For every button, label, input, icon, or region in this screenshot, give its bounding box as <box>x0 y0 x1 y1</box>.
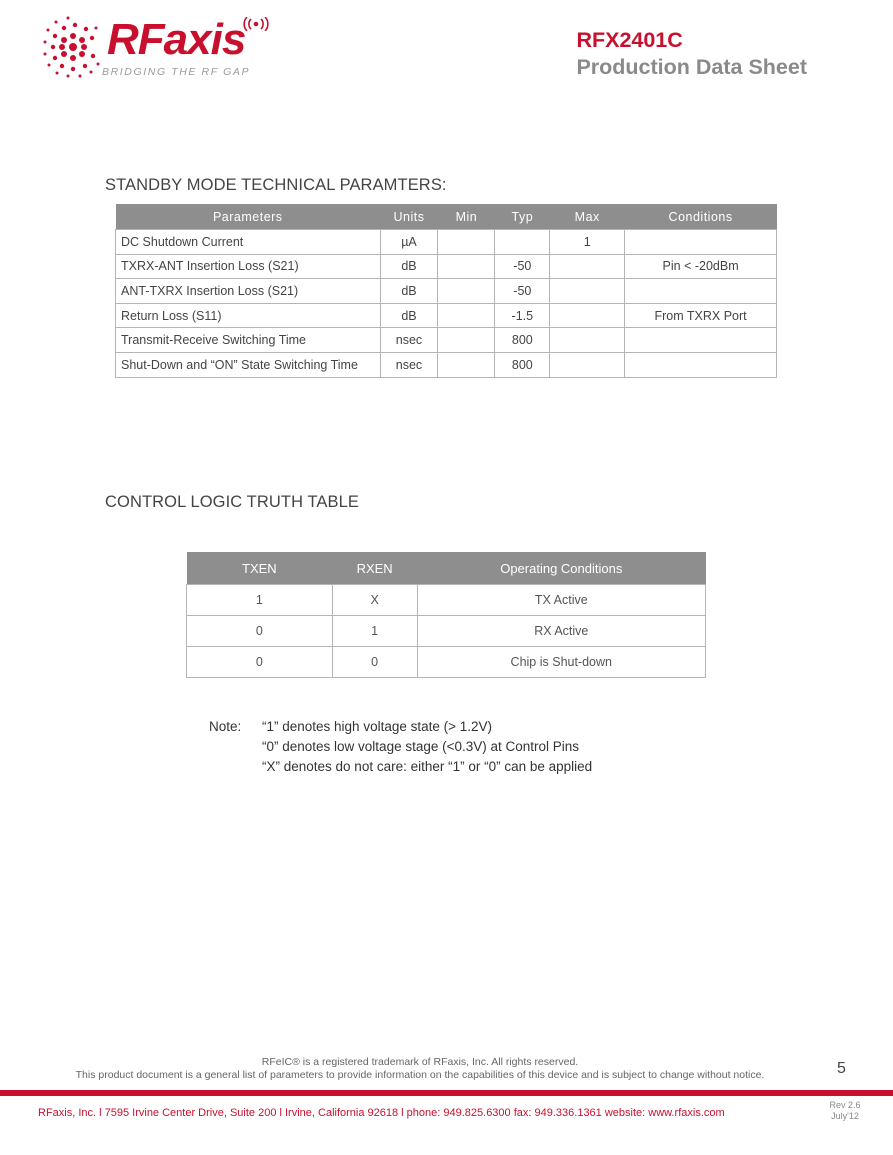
column-header: RXEN <box>332 552 417 585</box>
table-row <box>187 585 706 616</box>
table-cell: dB <box>380 303 438 328</box>
standby-parameters-table <box>115 204 777 378</box>
table-cell <box>438 303 495 328</box>
table-cell <box>550 254 625 279</box>
standby-heading: STANDBY MODE TECHNICAL PARAMTERS: <box>105 176 447 194</box>
column-header: TXEN <box>187 552 333 585</box>
column-header: Min <box>438 204 495 230</box>
table-row <box>187 616 706 647</box>
table-cell: dB <box>380 254 438 279</box>
rfaxis-logo <box>40 14 302 80</box>
table-cell: TX Active <box>417 585 705 616</box>
table-cell <box>625 279 777 304</box>
table-cell: -1.5 <box>495 303 550 328</box>
signal-waves-icon <box>243 17 269 31</box>
table-cell: Transmit-Receive Switching Time <box>116 328 381 353</box>
page-number: 5 <box>837 1060 846 1077</box>
table-cell: 800 <box>495 328 550 353</box>
table-cell: 1 <box>187 585 333 616</box>
document-title <box>576 27 807 81</box>
table-cell <box>550 352 625 377</box>
trademark-notice: RFeIC® is a registered trademark of RFaxis, Inc. All rights reserved. <box>261 1056 579 1068</box>
column-header: Typ <box>495 204 550 230</box>
table-cell: 1 <box>550 230 625 255</box>
table-cell: µA <box>380 230 438 255</box>
table-cell: ANT-TXRX Insertion Loss (S21) <box>116 279 381 304</box>
revision-info <box>820 1100 870 1122</box>
part-number: RFX2401C <box>576 28 683 52</box>
table-row <box>116 352 777 377</box>
table-cell: Shut-Down and “ON” State Switching Time <box>116 352 381 377</box>
note-line: “1” denotes high voltage state (> 1.2V) <box>262 719 493 734</box>
table-cell <box>495 230 550 255</box>
table-cell: 1 <box>332 616 417 647</box>
revision: Rev 2.6 <box>829 1100 861 1110</box>
column-header: Units <box>380 204 438 230</box>
table-cell <box>550 328 625 353</box>
table-cell: Chip is Shut-down <box>417 647 705 678</box>
footer-address: RFaxis, Inc. l 7595 Irvine Center Drive, Suite 200 l Irvine, California 92618 l phone: 949.825.6300 fax: 949.336.1361 website: www.rfaxis.com <box>38 1107 725 1119</box>
column-header: Parameters <box>116 204 381 230</box>
table-row <box>187 647 706 678</box>
table-cell: From TXRX Port <box>625 303 777 328</box>
table-cell <box>438 254 495 279</box>
table-cell: DC Shutdown Current <box>116 230 381 255</box>
table-cell <box>438 230 495 255</box>
table-row <box>116 254 777 279</box>
table-cell: 0 <box>187 647 333 678</box>
column-header: Conditions <box>625 204 777 230</box>
table-row <box>116 328 777 353</box>
table-cell <box>438 328 495 353</box>
table-cell: 0 <box>332 647 417 678</box>
table-row <box>116 279 777 304</box>
table-cell: 800 <box>495 352 550 377</box>
table-row <box>116 303 777 328</box>
table-cell: dB <box>380 279 438 304</box>
logo-dot-sphere-icon <box>40 14 106 80</box>
note-label: Note: <box>209 719 242 734</box>
logo-tagline: BRIDGING THE RF GAP <box>102 66 251 78</box>
table-cell: RX Active <box>417 616 705 647</box>
note-line: “0” denotes low voltage stage (<0.3V) at Control Pins <box>262 739 580 754</box>
table-cell <box>438 279 495 304</box>
table-cell: X <box>332 585 417 616</box>
table-cell: Pin < -20dBm <box>625 254 777 279</box>
disclaimer: This product document is a general list of parameters to provide information on the capabilities of this device and is subject to change without notice. <box>75 1069 765 1081</box>
table-row <box>116 230 777 255</box>
table-cell <box>625 328 777 353</box>
table-cell <box>625 352 777 377</box>
note-line: “X” denotes do not care: either “1” or “0” can be applied <box>262 759 593 774</box>
table-cell <box>550 303 625 328</box>
table-cell: nsec <box>380 328 438 353</box>
column-header: Operating Conditions <box>417 552 705 585</box>
footer-legal <box>0 1056 840 1082</box>
table-cell <box>625 230 777 255</box>
table-cell: TXRX-ANT Insertion Loss (S21) <box>116 254 381 279</box>
revision-date: July'12 <box>831 1111 859 1121</box>
table-cell <box>550 279 625 304</box>
table-cell: -50 <box>495 279 550 304</box>
table-cell: -50 <box>495 254 550 279</box>
table-cell: nsec <box>380 352 438 377</box>
table-cell: Return Loss (S11) <box>116 303 381 328</box>
logo-wordmark: RFaxis <box>107 15 246 64</box>
control-logic-truth-table <box>186 552 706 678</box>
document-type: Production Data Sheet <box>576 55 807 79</box>
table-header-row <box>116 204 777 230</box>
table-header-row <box>187 552 706 585</box>
column-header: Max <box>550 204 625 230</box>
table-cell <box>438 352 495 377</box>
table-cell: 0 <box>187 616 333 647</box>
truth-table-heading: CONTROL LOGIC TRUTH TABLE <box>105 493 360 511</box>
footer-divider <box>0 1090 893 1096</box>
